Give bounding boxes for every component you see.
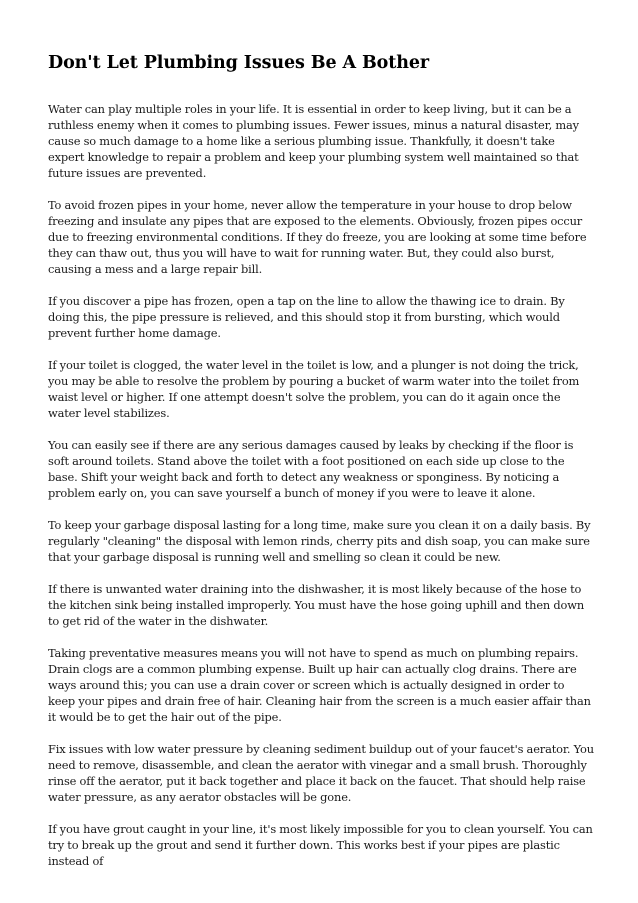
paragraph: If your toilet is clogged, the water level in the toilet is low, and a plunger is not doing the trick, you may be able to resolve the problem by pouring a bucket of warm water into the toilet from waist level or higher. If one attempt doesn't solve the problem, you can do it again once the water level stabilizes. [48, 358, 580, 420]
paragraph: Taking preventative measures means you will not have to spend as much on plumbing repairs. Drain clogs are a common plumbing expense. Built up hair can actually clog drains. There are ways around this; you can use a drain cover or screen which is actually designed in order to keep your pipes and drain free of hair. Cleaning hair from the screen is a much easier affair than it would be to get the hair out of the pipe. [48, 646, 591, 724]
paragraph: Water can play multiple roles in your life. It is essential in order to keep living, but it can be a ruthless enemy when it comes to plumbing issues. Fewer issues, minus a natural disaster, may cause so much damage to a home like a serious plumbing issue. Thankfully, it doesn't take expert knowledge to repair a problem and keep your plumbing system well maintained so that future issues are prevented. [48, 102, 579, 180]
paragraph: You can easily see if there are any serious damages caused by leaks by checking if the floor is soft around toilets. Stand above the toilet with a foot positioned on each side up close to the base. Shift your weight back and forth to detect any weakness or sponginess. By noticing a problem early on, you can save yourself a bunch of money if you were to leave it alone. [48, 438, 574, 500]
paragraph: If you have grout caught in your line, it's most likely impossible for you to clean yourself. You can try to break up the grout and send it further down. This works best if your pipes are plastic instead of [48, 822, 593, 868]
paragraph: If you discover a pipe has frozen, open a tap on the line to allow the thawing ice to drain. By doing this, the pipe pressure is relieved, and this should stop it from bursting, which would prevent further home damage. [48, 294, 565, 340]
paragraph: If there is unwanted water draining into the dishwasher, it is most likely because of the hose to the kitchen sink being installed improperly. You must have the hose going uphill and then down to get rid of the water in the dishwater. [48, 582, 585, 628]
paragraph: To avoid frozen pipes in your home, never allow the temperature in your house to drop below freezing and insulate any pipes that are exposed to the elements. Obviously, frozen pipes occur due to freezing environmental conditions. If they do freeze, you are looking at some time before they can thaw out, thus you will have to wait for running water. But, they could also burst, causing a mess and a large repair bill. [48, 198, 587, 276]
document-title: Don't Let Plumbing Issues Be A Bother [48, 53, 430, 73]
paragraph: To keep your garbage disposal lasting for a long time, make sure you clean it on a daily basis. By regularly "cleaning" the disposal with lemon rinds, cherry pits and dish soap, you can make sure that your garbage disposal is running well and smelling so clean it could be new. [48, 518, 591, 564]
paragraph: Fix issues with low water pressure by cleaning sediment buildup out of your faucet's aerator. You need to remove, disassemble, and clean the aerator with vinegar and a small brush. Thoroughly rinse off the aerator, put it back together and place it back on the faucet. That should help raise water pressure, as any aerator obstacles will be gone. [48, 742, 594, 804]
